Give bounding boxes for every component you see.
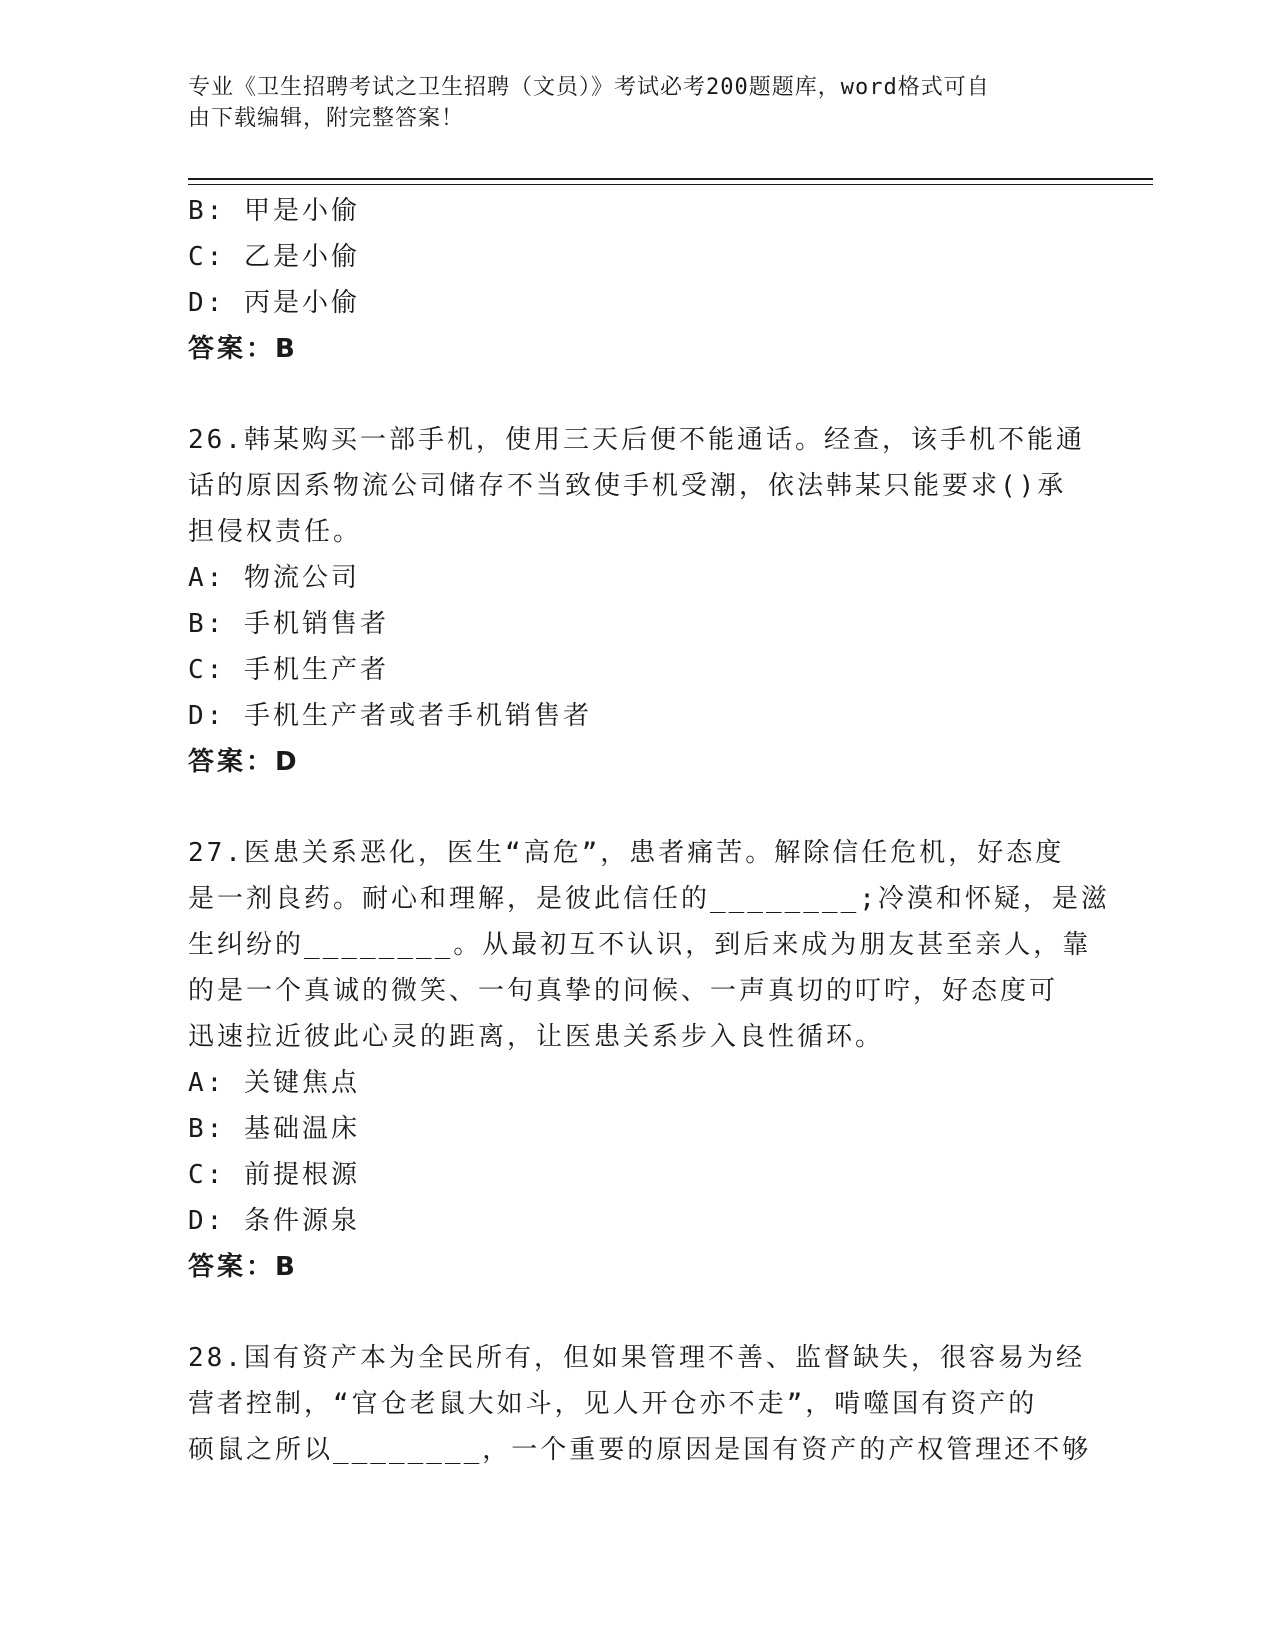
option-a: A: 关键焦点	[188, 1068, 360, 1098]
option-c: C: 手机生产者	[188, 655, 389, 685]
question-26	[188, 417, 1088, 785]
option-b: B: 甲是小偷	[188, 196, 360, 226]
question-stem-line: 话的原因系物流公司储存不当致使手机受潮，依法韩某只能要求()承	[188, 471, 1067, 501]
answer-line: 答案：B	[188, 1252, 298, 1282]
answer-line: 答案：D	[188, 747, 300, 777]
spacer	[188, 1290, 1088, 1335]
spacer	[188, 785, 1088, 830]
header-divider-thick	[188, 178, 1153, 180]
header-line-2: 由下载编辑，附完整答案！	[188, 106, 465, 131]
spacer	[188, 372, 1088, 417]
question-stem-line: 28.国有资产本为全民所有，但如果管理不善、监督缺失，很容易为经	[188, 1343, 1085, 1373]
document-header	[188, 72, 1068, 134]
header-line-1: 专业《卫生招聘考试之卫生招聘（文员）》考试必考200题题库，word格式可自	[188, 75, 990, 100]
question-stem-line: 26.韩某购买一部手机，使用三天后便不能通话。经查，该手机不能通	[188, 425, 1085, 455]
option-c: C: 乙是小偷	[188, 242, 360, 272]
question-25-tail	[188, 188, 1088, 372]
option-b: B: 基础温床	[188, 1114, 360, 1144]
option-d: D: 手机生产者或者手机销售者	[188, 701, 592, 731]
option-d: D: 条件源泉	[188, 1206, 360, 1236]
question-content	[188, 188, 1110, 1473]
question-28	[188, 1335, 1092, 1473]
question-stem-line: 27.医患关系恶化，医生“高危”，患者痛苦。解除信任危机，好态度	[188, 838, 1065, 868]
question-stem-line: 迅速拉近彼此心灵的距离，让医患关系步入良性循环。	[188, 1022, 885, 1052]
question-27	[188, 830, 1110, 1290]
question-stem-line: 担侵权责任。	[188, 517, 363, 547]
option-b: B: 手机销售者	[188, 609, 389, 639]
question-stem-line: 的是一个真诚的微笑、一句真挚的问候、一声真切的叮咛，好态度可	[188, 976, 1059, 1006]
option-d: D: 丙是小偷	[188, 288, 360, 318]
question-stem-line: 硕鼠之所以________，一个重要的原因是国有资产的产权管理还不够	[188, 1435, 1092, 1465]
question-stem-line: 是一剂良药。耐心和理解，是彼此信任的________;冷漠和怀疑，是滋	[188, 884, 1110, 914]
question-stem-line: 营者控制，“官仓老鼠大如斗，见人开仓亦不走”，啃噬国有资产的	[188, 1389, 1038, 1419]
header-divider-thin	[188, 184, 1153, 185]
question-stem-line: 生纠纷的________。从最初互不认识，到后来成为朋友甚至亲人，靠	[188, 930, 1092, 960]
option-a: A: 物流公司	[188, 563, 360, 593]
answer-line: 答案：B	[188, 334, 298, 364]
option-c: C: 前提根源	[188, 1160, 360, 1190]
